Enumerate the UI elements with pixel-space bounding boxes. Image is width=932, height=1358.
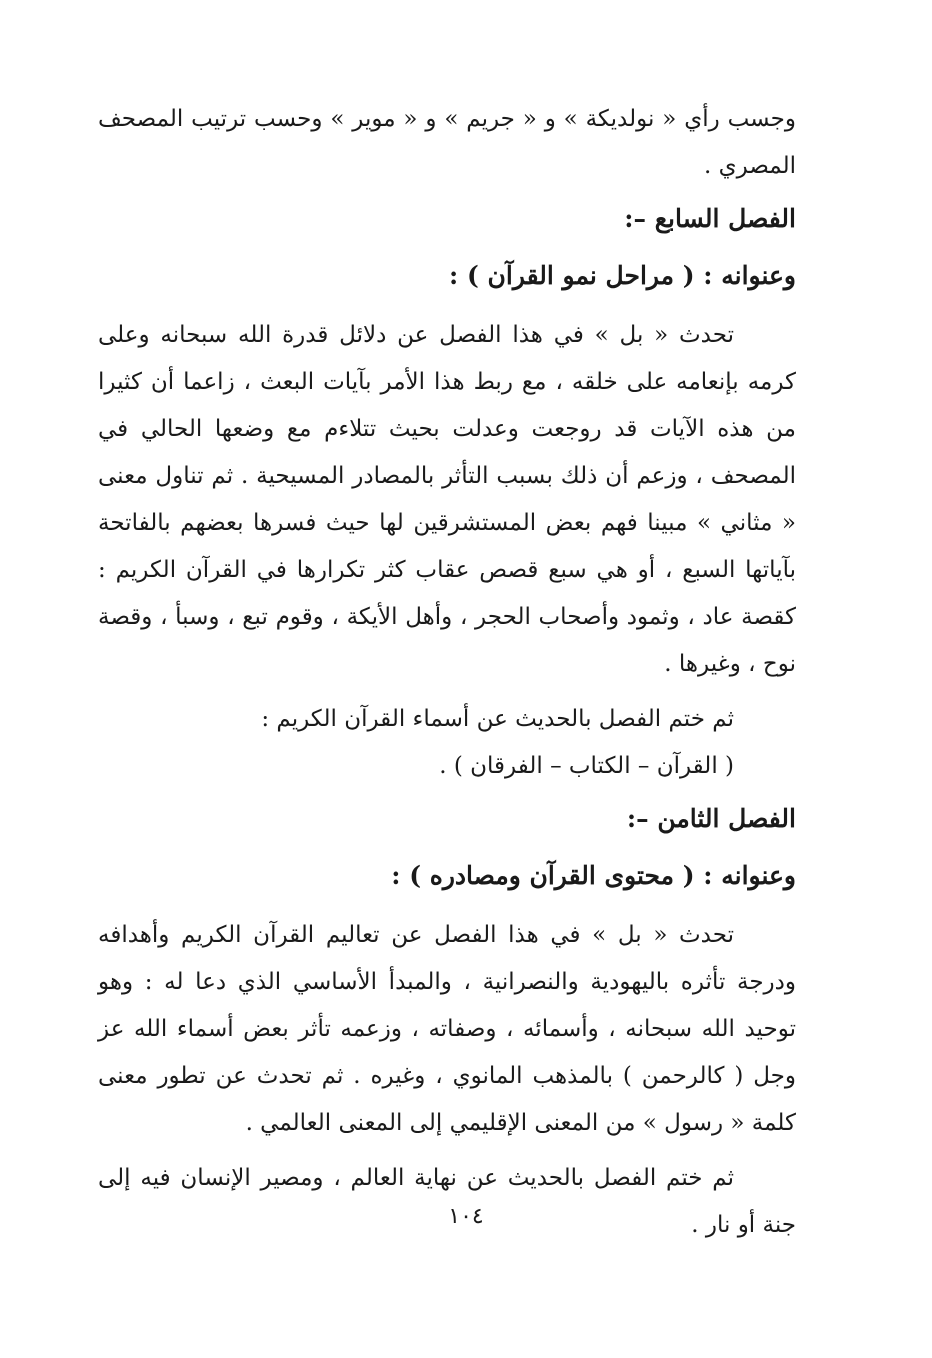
chapter-7-heading: الفصل السابع –: <box>624 204 796 233</box>
chapter-8-closing: ثم ختم الفصل بالحديث عن نهاية العالم ، ومصير الإنسان فيه إلى جنة أو نار . <box>98 1165 796 1238</box>
chapter-8-title: وعنوانه : ( محتوى القرآن ومصادره ) : <box>391 861 796 890</box>
chapter-7-body: تحدث « بل » في هذا الفصل عن دلائل قدرة الله سبحانه وعلى كرمه بإنعامه على خلقه ، مع ربط هذا الأمر بآيات البعث ، زاعما أن كثيرا من هذه الآيات قد روجعت وعدلت بحيث تتلاءم مع وضعها الحالي في المصحف ، وزعم أن ذلك بسبب التأثر بالمصادر المسيحية . ثم تناول معنى « مثاني » مبينا فهم بعض المستشرقين لها حيث فسرها بعضهم بالفاتحة بآياتها السبع ، أو هي سبع قصص عقاب كثر تكرارها في القرآن الكريم : كقصة عاد ، وثمود وأصحاب الحجر ، وأهل الأيكة ، وقوم تبع ، وسبأ ، وقصة نوح ، وغيرها . <box>98 322 796 677</box>
page-number: ١٠٤ <box>448 1204 484 1229</box>
chapter-8-body: تحدث « بل » في هذا الفصل عن تعاليم القرآن الكريم وأهدافه ودرجة تأثره باليهودية والنصرانية ، والمبدأ الأساسي الذي دعا له : وهو توحيد الله سبحانه ، وأسمائه ، وصفاته ، وزعمه تأثر بعض أسماء الله عز وجل ( كالرحمن ) بالمذهب المانوي ، وغيره . ثم تحدث عن تطور معنى كلمة « رسول » من المعنى الإقليمي إلى المعنى العالمي . <box>98 922 796 1136</box>
chapter-8-heading: الفصل الثامن –: <box>626 804 796 833</box>
chapter-7-names-line: ( القرآن – الكتاب – الفرقان ) . <box>439 753 734 779</box>
intro-paragraph: وجسب رأي « نولديكة » و « جريم » و « موير » وحسب ترتيب المصحف المصري . <box>98 106 796 179</box>
document-page <box>98 96 796 1249</box>
chapter-7-title: وعنوانه : ( مراحل نمو القرآن ) : <box>449 261 796 290</box>
chapter-7-closing-line: ثم ختم الفصل بالحديث عن أسماء القرآن الكريم : <box>261 706 734 732</box>
